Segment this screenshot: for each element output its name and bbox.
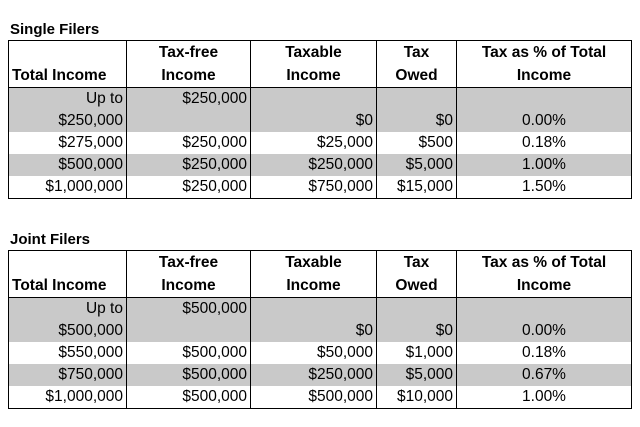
table-row [9,342,632,364]
total-income-cell: $550,000 [9,342,127,364]
header-tax-percent [457,41,632,88]
header-tax-percent [457,251,632,298]
table-row [9,154,632,176]
header-tax-free-line1: Tax-free [158,44,219,61]
tax-free-cell: $250,000 [127,176,251,199]
table-row [9,386,632,409]
tax-free-cell [127,320,251,342]
tax-owed-cell: $15,000 [377,176,457,199]
taxable-cell: $250,000 [251,364,377,386]
taxable-cell [251,88,377,111]
total-income-cell: Up to [9,88,127,111]
tax-owed-cell: $0 [377,110,457,132]
header-total-income [9,41,127,88]
tax-percent-cell: 0.18% [457,342,632,364]
table-row [9,88,632,111]
table-row [9,298,632,321]
header-taxable-line1: Taxable [285,44,342,61]
total-income-cell: $1,000,000 [9,386,127,409]
header-total-income [9,251,127,298]
total-income-cell: Up to [9,298,127,321]
taxable-cell: $25,000 [251,132,377,154]
table-row [9,110,632,132]
tax-percent-cell: 1.00% [457,154,632,176]
joint-filers-table [8,250,632,409]
header-tax-owed-line2: Owed [395,67,438,84]
tax-owed-cell: $10,000 [377,386,457,409]
total-income-cell: $500,000 [9,320,127,342]
tax-free-cell: $250,000 [127,132,251,154]
tax-free-cell: $250,000 [127,154,251,176]
header-taxable-line2: Income [286,67,341,84]
taxable-cell: $0 [251,320,377,342]
header-total-income-label: Total Income [12,277,107,294]
total-income-cell: $750,000 [9,364,127,386]
total-income-cell: $275,000 [9,132,127,154]
header-tax-free-income [127,251,251,298]
taxable-cell: $500,000 [251,386,377,409]
tax-percent-cell: 0.67% [457,364,632,386]
tax-owed-cell: $5,000 [377,154,457,176]
taxable-cell: $0 [251,110,377,132]
header-row [9,251,632,298]
header-taxable-income [251,251,377,298]
tax-free-cell: $500,000 [127,364,251,386]
header-taxable-income [251,41,377,88]
tax-owed-cell [377,88,457,111]
header-tax-percent-line1: Tax as % of Total [481,44,607,61]
joint-filers-section [8,230,632,409]
tax-percent-cell [457,298,632,321]
single-filers-section [8,20,632,199]
taxable-cell: $50,000 [251,342,377,364]
tax-owed-cell: $500 [377,132,457,154]
total-income-cell: $500,000 [9,154,127,176]
tax-free-cell: $250,000 [127,88,251,111]
header-row [9,41,632,88]
tax-percent-cell: 0.00% [457,110,632,132]
table-row [9,176,632,199]
header-tax-free-income [127,41,251,88]
taxable-cell: $750,000 [251,176,377,199]
taxable-cell [251,298,377,321]
tax-percent-cell: 0.00% [457,320,632,342]
header-tax-owed-line1: Tax [403,44,430,61]
tax-owed-cell: $5,000 [377,364,457,386]
header-tax-free-line1: Tax-free [158,254,219,271]
tax-percent-cell: 1.50% [457,176,632,199]
header-taxable-line2: Income [286,277,341,294]
header-tax-owed-line1: Tax [403,254,430,271]
tax-free-cell: $500,000 [127,386,251,409]
tax-owed-cell: $0 [377,320,457,342]
header-tax-owed [377,251,457,298]
header-tax-free-line2: Income [161,277,216,294]
table-row [9,364,632,386]
tax-percent-cell: 1.00% [457,386,632,409]
taxable-cell: $250,000 [251,154,377,176]
single-filers-table [8,40,632,199]
header-tax-percent-line1: Tax as % of Total [481,254,607,271]
header-tax-percent-line2: Income [516,67,572,84]
header-tax-percent-line2: Income [516,277,572,294]
tax-free-cell: $500,000 [127,342,251,364]
tax-percent-cell: 0.18% [457,132,632,154]
header-tax-owed-line2: Owed [395,277,438,294]
tax-owed-cell: $1,000 [377,342,457,364]
single-filers-title: Single Filers [10,21,100,38]
tax-owed-cell [377,298,457,321]
header-taxable-line1: Taxable [285,254,342,271]
total-income-cell: $1,000,000 [9,176,127,199]
tax-percent-cell [457,88,632,111]
table-row [9,320,632,342]
tax-free-cell [127,110,251,132]
header-tax-free-line2: Income [161,67,216,84]
header-tax-owed [377,41,457,88]
joint-filers-title: Joint Filers [10,231,91,248]
table-row [9,132,632,154]
header-total-income-label: Total Income [12,67,107,84]
tax-free-cell: $500,000 [127,298,251,321]
total-income-cell: $250,000 [9,110,127,132]
